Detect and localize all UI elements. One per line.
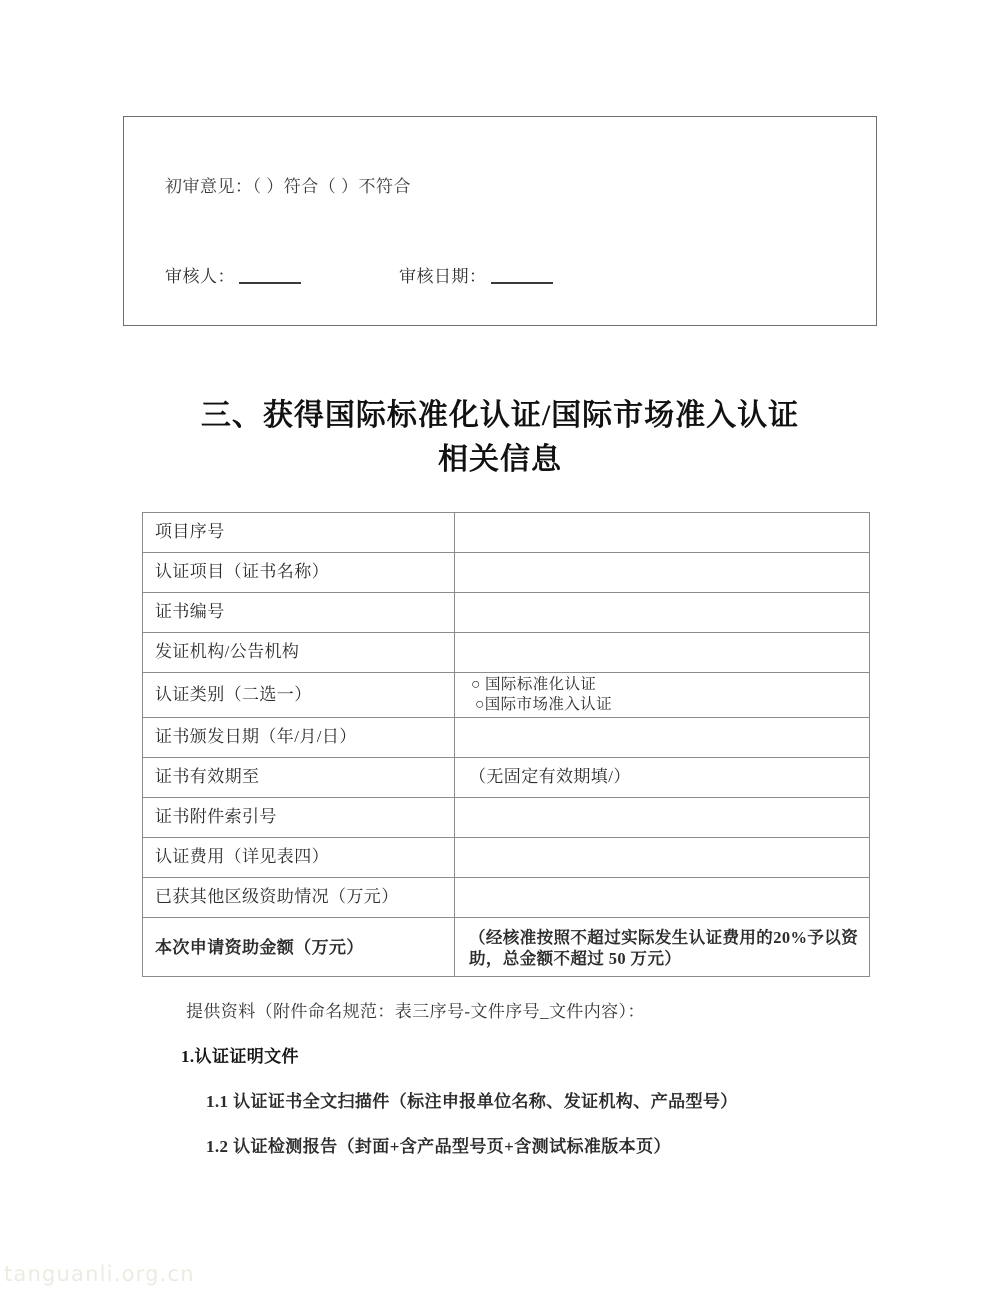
row-value-valid-until[interactable]: （无固定有效期填/）	[455, 758, 870, 798]
row-label-certification-project: 认证项目（证书名称）	[143, 553, 455, 593]
row-value-certificate-number[interactable]	[455, 593, 870, 633]
table-row	[143, 633, 870, 673]
row-value-other-district-subsidy[interactable]	[455, 878, 870, 918]
table-row	[143, 718, 870, 758]
reviewer-name-blank[interactable]	[239, 282, 301, 284]
row-label-project-number: 项目序号	[143, 513, 455, 553]
row-label-issue-date: 证书颁发日期（年/月/日）	[143, 718, 455, 758]
site-watermark: tanguanli.org.cn	[4, 1262, 195, 1286]
preliminary-review-opinion-line	[165, 172, 411, 197]
row-value-project-number[interactable]	[455, 513, 870, 553]
reviewer-signature-line	[165, 262, 553, 287]
table-row	[143, 513, 870, 553]
radio-option-market-access[interactable]: ○国际市场准入认证	[475, 696, 612, 714]
table-row	[143, 878, 870, 918]
table-row	[143, 838, 870, 878]
preliminary-review-box	[123, 116, 877, 326]
row-label-requested-subsidy: 本次申请资助金额（万元）	[143, 918, 455, 977]
radio-option-international-standard[interactable]: ○ 国际标准化认证	[471, 676, 597, 693]
row-label-certification-fee: 认证费用（详见表四）	[143, 838, 455, 878]
row-value-requested-subsidy[interactable]: （经核准按照不超过实际发生认证费用的20%予以资助，总金额不超过 50 万元）	[455, 918, 870, 977]
row-label-certificate-number: 证书编号	[143, 593, 455, 633]
row-label-attachment-index: 证书附件索引号	[143, 798, 455, 838]
table-row	[143, 553, 870, 593]
option-noncompliant-checkbox[interactable]: （ ）不符合	[318, 177, 411, 196]
note-provide-materials: 提供资料（附件命名规范：表三序号-文件序号_文件内容）：	[186, 1002, 645, 1021]
row-value-certification-project[interactable]	[455, 553, 870, 593]
row-label-certification-category: 认证类别（二选一）	[143, 673, 455, 718]
table-row	[143, 798, 870, 838]
row-value-certification-fee[interactable]	[455, 838, 870, 878]
section-title	[0, 394, 1000, 481]
table-row	[143, 918, 870, 977]
table-row	[143, 593, 870, 633]
note-item-1-1: 1.1 认证证书全文扫描件（标注申报单位名称、发证机构、产品型号）	[206, 1092, 738, 1111]
section-title-line-1: 三、获得国际标准化认证/国际市场准入认证	[200, 399, 800, 432]
preliminary-review-opinion-label: 初审意见：	[165, 177, 253, 196]
row-value-issue-date[interactable]	[455, 718, 870, 758]
table-row	[143, 758, 870, 798]
section-title-line-2: 相关信息	[438, 442, 562, 476]
option-compliant-checkbox[interactable]: （ ）符合	[252, 177, 319, 196]
note-item-1-heading: 1.认证证明文件	[181, 1047, 299, 1066]
row-value-attachment-index[interactable]	[455, 798, 870, 838]
row-value-certification-category	[455, 673, 870, 718]
certification-category-options	[469, 673, 869, 717]
review-date-blank[interactable]	[491, 282, 553, 284]
row-label-issuing-authority: 发证机构/公告机构	[143, 633, 455, 673]
reviewer-label: 审核人：	[165, 267, 235, 286]
note-item-1-2: 1.2 认证检测报告（封面+含产品型号页+含测试标准版本页）	[206, 1137, 671, 1156]
table-row	[143, 673, 870, 718]
row-label-other-district-subsidy: 已获其他区级资助情况（万元）	[143, 878, 455, 918]
review-date-label: 审核日期：	[399, 267, 487, 286]
certification-info-table	[142, 512, 870, 977]
row-label-valid-until: 证书有效期至	[143, 758, 455, 798]
row-value-issuing-authority[interactable]	[455, 633, 870, 673]
